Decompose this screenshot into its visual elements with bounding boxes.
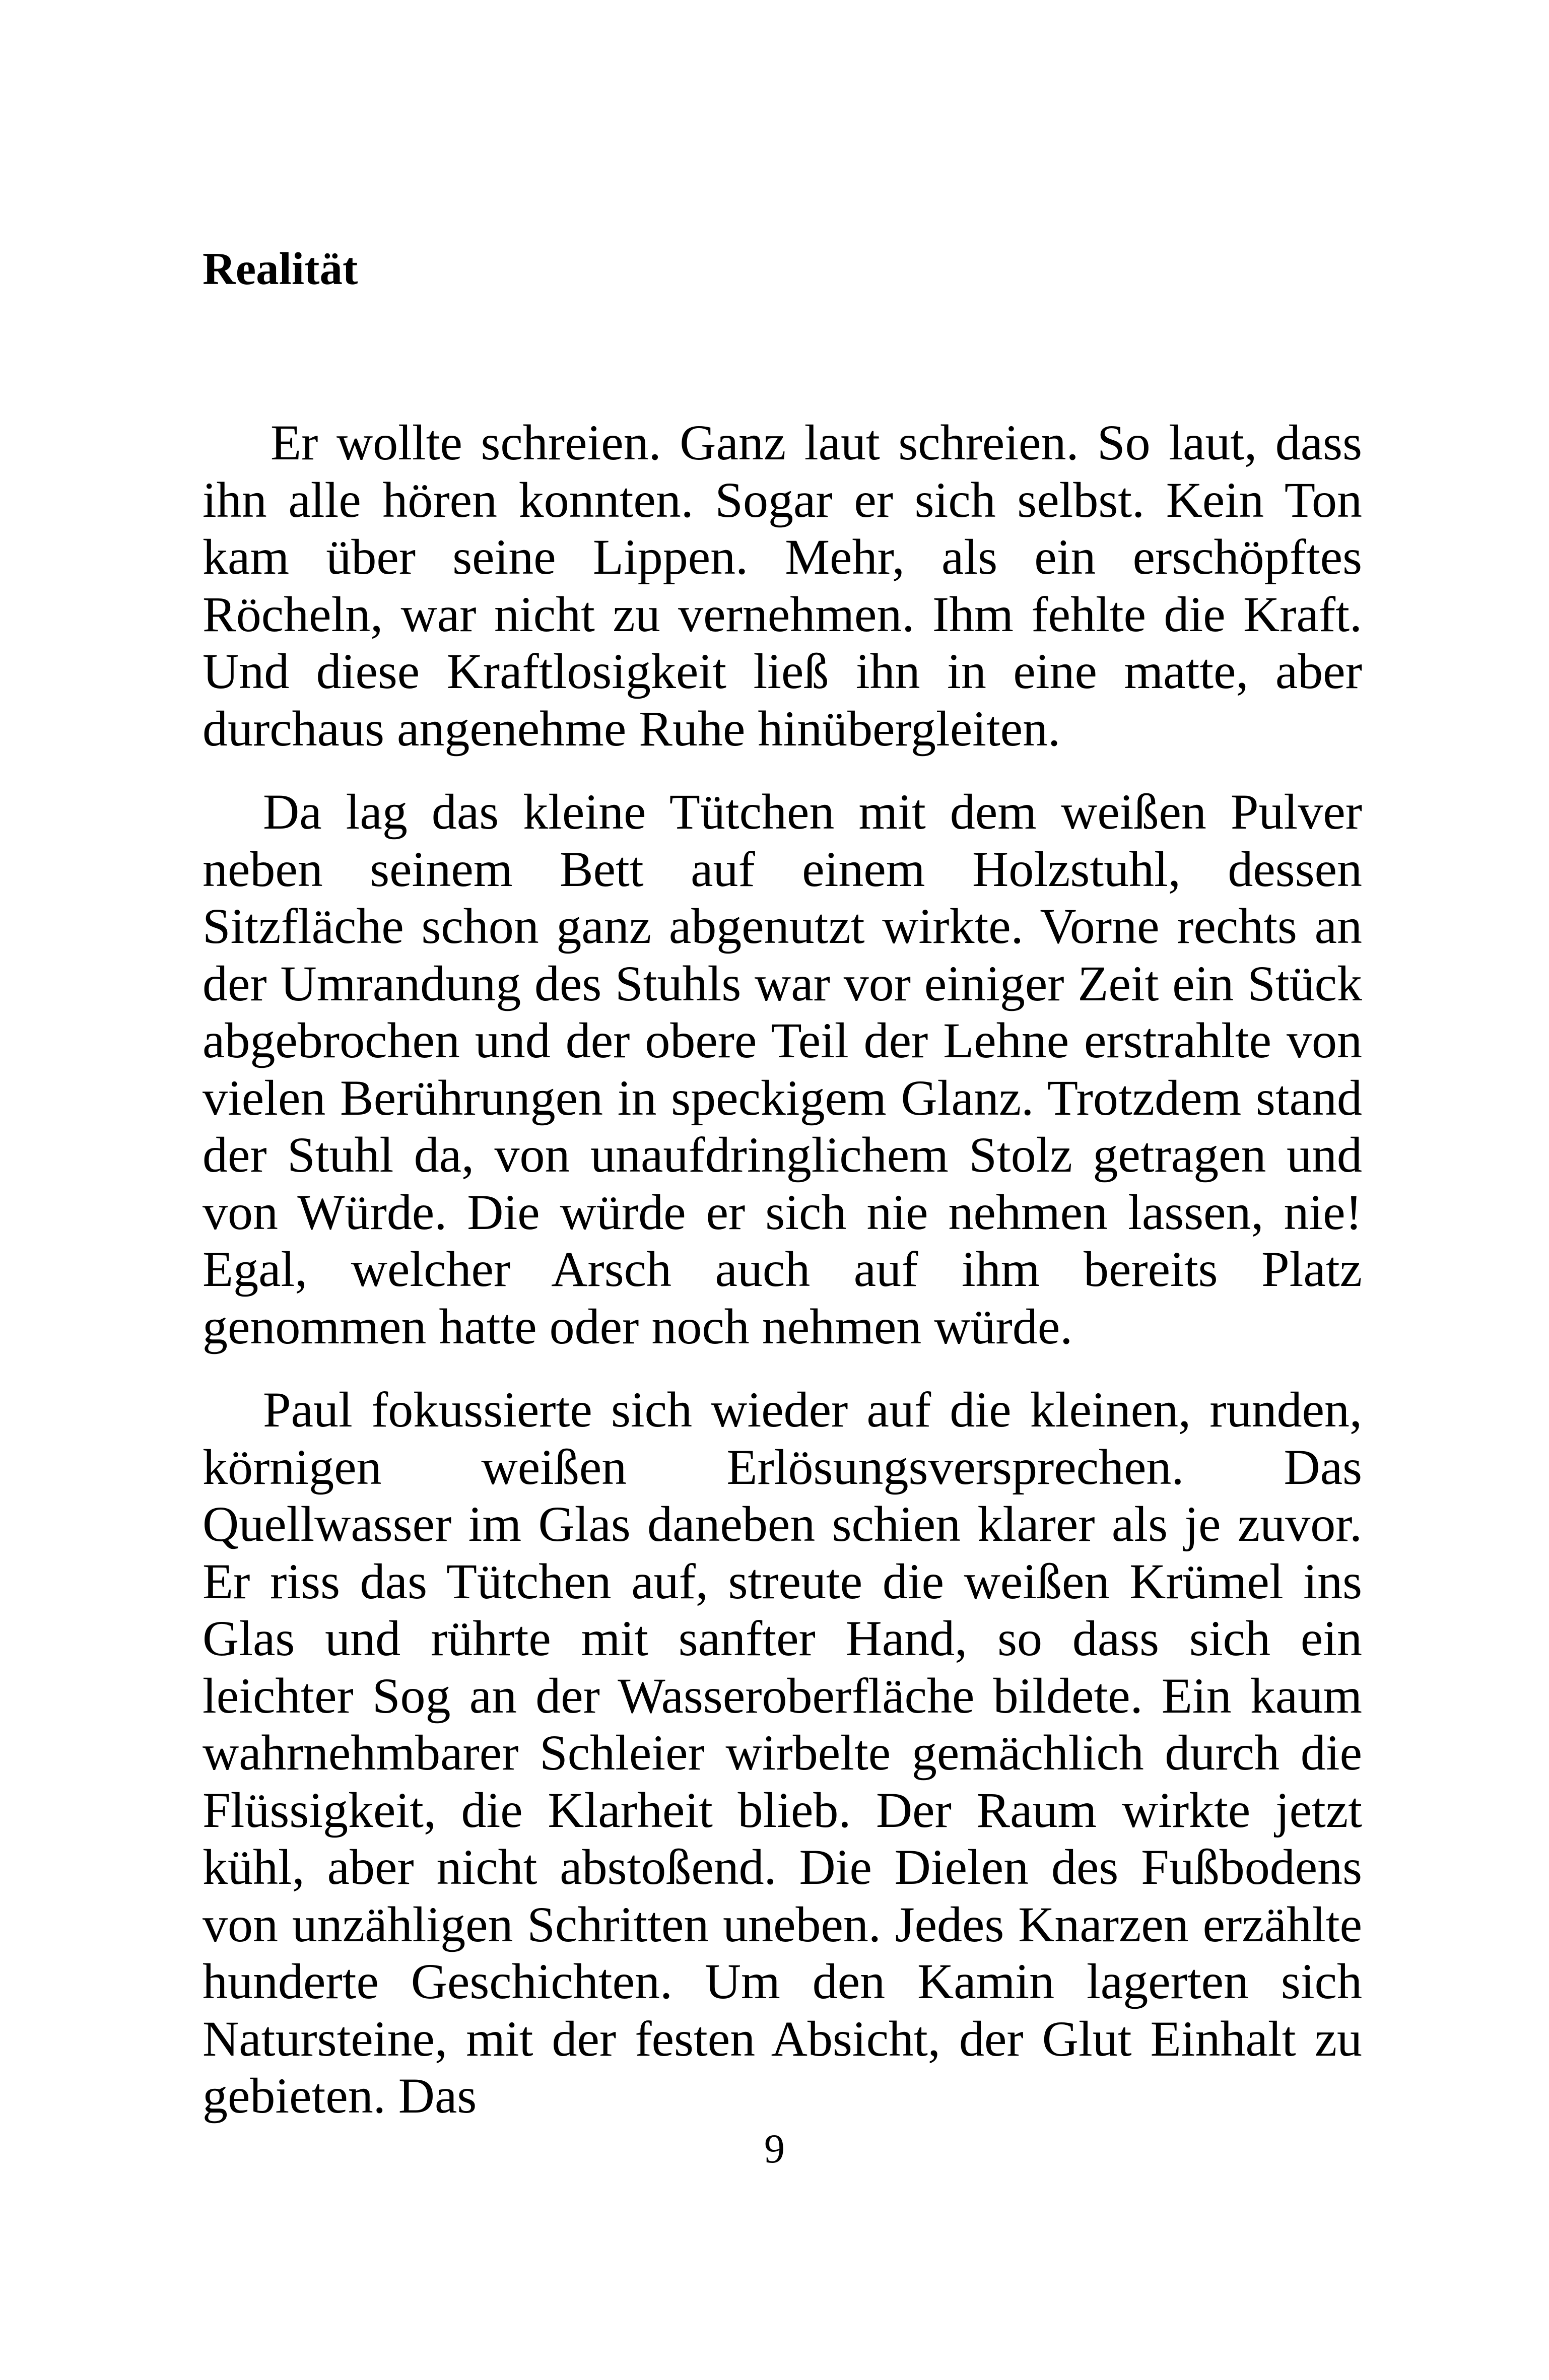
- page-number: 9: [764, 2126, 785, 2171]
- paragraph-2: Da lag das kleine Tütchen mit dem weißen Pulver neben seinem Bett auf einem Holzstuhl, dessen Sitzfläche schon ganz abgenutzt wirkte. Vorne rechts an der Umrandung des Stuhls war vor einiger Zeit ein Stück abgebrochen und der obere Teil der Lehne erstrahlte von vielen Berührungen in speckigem Glanz. Trotzdem stand der Stuhl da, von unaufdringlichem Stolz getragen und von Würde. Die würde er sich nie nehmen lassen, nie! Egal, welcher Arsch auch auf ihm bereits Platz genommen hatte oder noch nehmen würde.: [203, 784, 1362, 1354]
- body-text: [203, 414, 1362, 2125]
- paragraph-3: Paul fokussierte sich wieder auf die kleinen, runden, körnigen weißen Erlösungsversprechen. Das Quellwasser im Glas daneben schien klarer als je zuvor. Er riss das Tütchen auf, streute die weißen Krümel ins Glas und rührte mit sanfter Hand, so dass sich ein leichter Sog an der Wasseroberfläche bildete. Ein kaum wahrnehmbarer Schleier wirbelte gemächlich durch die Flüssigkeit, die Klarheit blieb. Der Raum wirkte jetzt kühl, aber nicht abstoßend. Die Dielen des Fußbodens von unzähligen Schritten uneben. Jedes Knarzen erzählte hunderte Geschichten. Um den Kamin lagerten sich Natursteine, mit der festen Absicht, der Glut Einhalt zu gebieten. Das: [203, 1382, 1362, 2124]
- chapter-heading: Realität: [203, 243, 358, 294]
- paragraph-1: Er wollte schreien. Ganz laut schreien. So laut, dass ihn alle hören konnten. Sogar er sich selbst. Kein Ton kam über seine Lippen. Mehr, als ein erschöpftes Röcheln, war nicht zu vernehmen. Ihm fehlte die Kraft. Und diese Kraftlosigkeit ließ ihn in eine matte, aber durchaus angenehme Ruhe hinübergleiten.: [203, 415, 1362, 757]
